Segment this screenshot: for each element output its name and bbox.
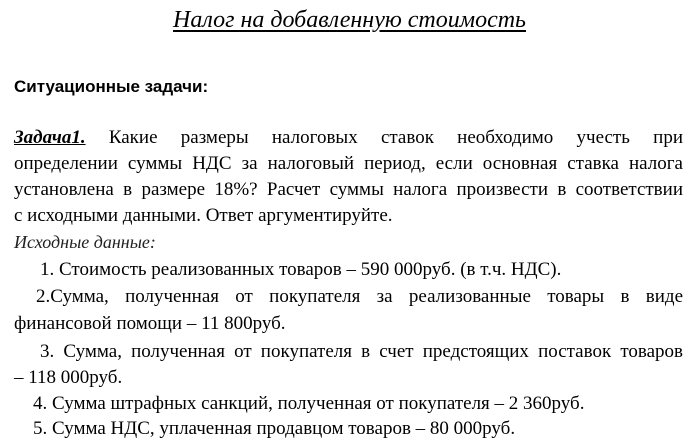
list-item-5: 5. Сумма НДС, уплаченная продавцом товаров – 80 000руб. [33, 418, 516, 439]
list-item-2-line-2: финансовой помощи – 11 800руб. [14, 313, 286, 334]
task-text-line-3: установлена в размере 18%? Расчет суммы налога произвести в соответствии [14, 179, 683, 200]
section-heading: Ситуационные задачи: [14, 77, 209, 96]
list-item-3-line-1: 3. Сумма, полученная от покупателя в счет предстоящих поставок товаров [40, 341, 683, 362]
task-text-line-1 [14, 126, 683, 150]
source-data-label: Исходные данные: [14, 232, 156, 252]
task-label: Задача1. [14, 127, 86, 148]
task-text-line-4: с исходными данными. Ответ аргументируйте. [14, 205, 393, 226]
list-item-1: 1. Стоимость реализованных товаров – 590 000руб. (в т.ч. НДС). [40, 259, 562, 280]
list-item-2-line-1: 2.Сумма, полученная от покупателя за реализованные товары в виде [36, 286, 683, 307]
list-item-4: 4. Сумма штрафных санкций, полученная от покупателя – 2 360руб. [33, 393, 585, 414]
task-text-line-2: определении суммы НДС за налоговый период, если основная ставка налога [14, 153, 683, 174]
page-title: Налог на добавленную стоимость [173, 7, 526, 33]
task-text-1: Какие размеры налоговых ставок необходимо учесть при [85, 127, 683, 148]
list-item-3-line-2: – 118 000руб. [14, 367, 123, 388]
